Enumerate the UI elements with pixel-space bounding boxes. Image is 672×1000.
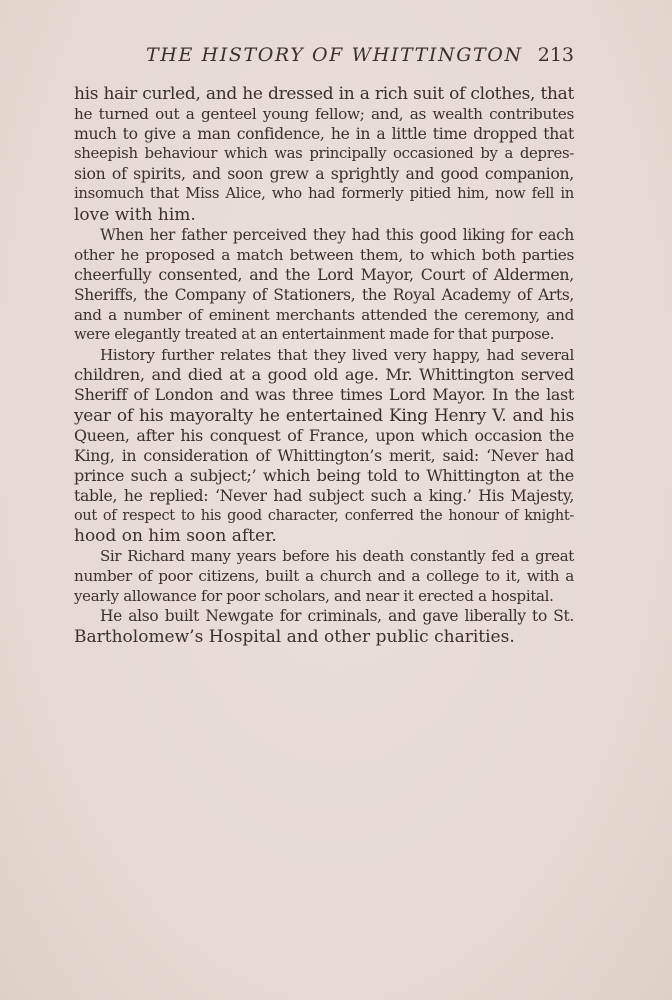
text-line: children, and died at a good old age. Mr. Whittington served: [74, 365, 574, 385]
text-line: much to give a man confidence, he in a little time dropped that: [74, 125, 574, 144]
text-line: sion of spirits, and soon grew a sprightly and good companion,: [74, 164, 574, 184]
page-number: 213: [537, 44, 574, 66]
paragraph: [74, 345, 574, 546]
text-line: he turned out a genteel young fellow; and, as wealth contributes: [74, 105, 574, 124]
text-line: out of respect to his good character, conferred the honour of knight-: [74, 507, 574, 524]
text-line: Sir Richard many years before his death constantly fed a great: [100, 547, 574, 566]
text-line: and a number of eminent merchants attended the ceremony, and: [74, 306, 574, 325]
text-line: Sheriffs, the Company of Stationers, the Royal Academy of Arts,: [74, 285, 574, 304]
text-line: When her father perceived they had this good liking for each: [100, 225, 574, 244]
text-line: Queen, after his conquest of France, upon which occasion the: [74, 425, 574, 445]
text-line: his hair curled, and he dressed in a rich suit of clothes, that: [74, 84, 574, 104]
text-line: hood on him soon after.: [74, 526, 277, 547]
paragraph: [74, 606, 574, 646]
paragraph: [74, 84, 574, 225]
text-line: table, he replied: ‘Never had subject such a king.’ His Majesty,: [74, 485, 574, 505]
paragraph: [74, 225, 574, 346]
paragraph: [74, 546, 574, 606]
text-line: History further relates that they lived very happy, had several: [100, 346, 574, 365]
running-head: [74, 44, 574, 74]
text-line: prince such a subject;’ which being told to Whittington at the: [74, 465, 574, 485]
text-line: yearly allowance for poor scholars, and near it erected a hospital.: [74, 587, 554, 606]
text-line: love with him.: [74, 204, 196, 225]
text-line: number of poor citizens, built a church and a college to it, with a: [74, 567, 574, 586]
running-title: THE HISTORY OF WHITTINGTON: [146, 44, 523, 66]
text-line: insomuch that Miss Alice, who had formerly pitied him, now fell in: [74, 185, 574, 203]
text-line: King, in consideration of Whittington’s merit, said: ‘Never had: [74, 445, 574, 465]
text-line: Sheriff of London and was three times Lord Mayor. In the last: [74, 385, 574, 405]
text-line: He also built Newgate for criminals, and gave liberally to St.: [100, 607, 574, 626]
text-line: Bartholomew’s Hospital and other public charities.: [74, 626, 515, 647]
text-line: cheerfully consented, and the Lord Mayor, Court of Aldermen,: [74, 264, 574, 284]
text-line: sheepish behaviour which was principally occasioned by a depres-: [74, 145, 574, 163]
text-line: year of his mayoralty he entertained King Henry V. and his: [74, 405, 574, 426]
body-text: [74, 84, 574, 647]
text-line: other he proposed a match between them, to which both parties: [74, 245, 574, 264]
text-line: were elegantly treated at an entertainment made for that purpose.: [74, 326, 555, 344]
